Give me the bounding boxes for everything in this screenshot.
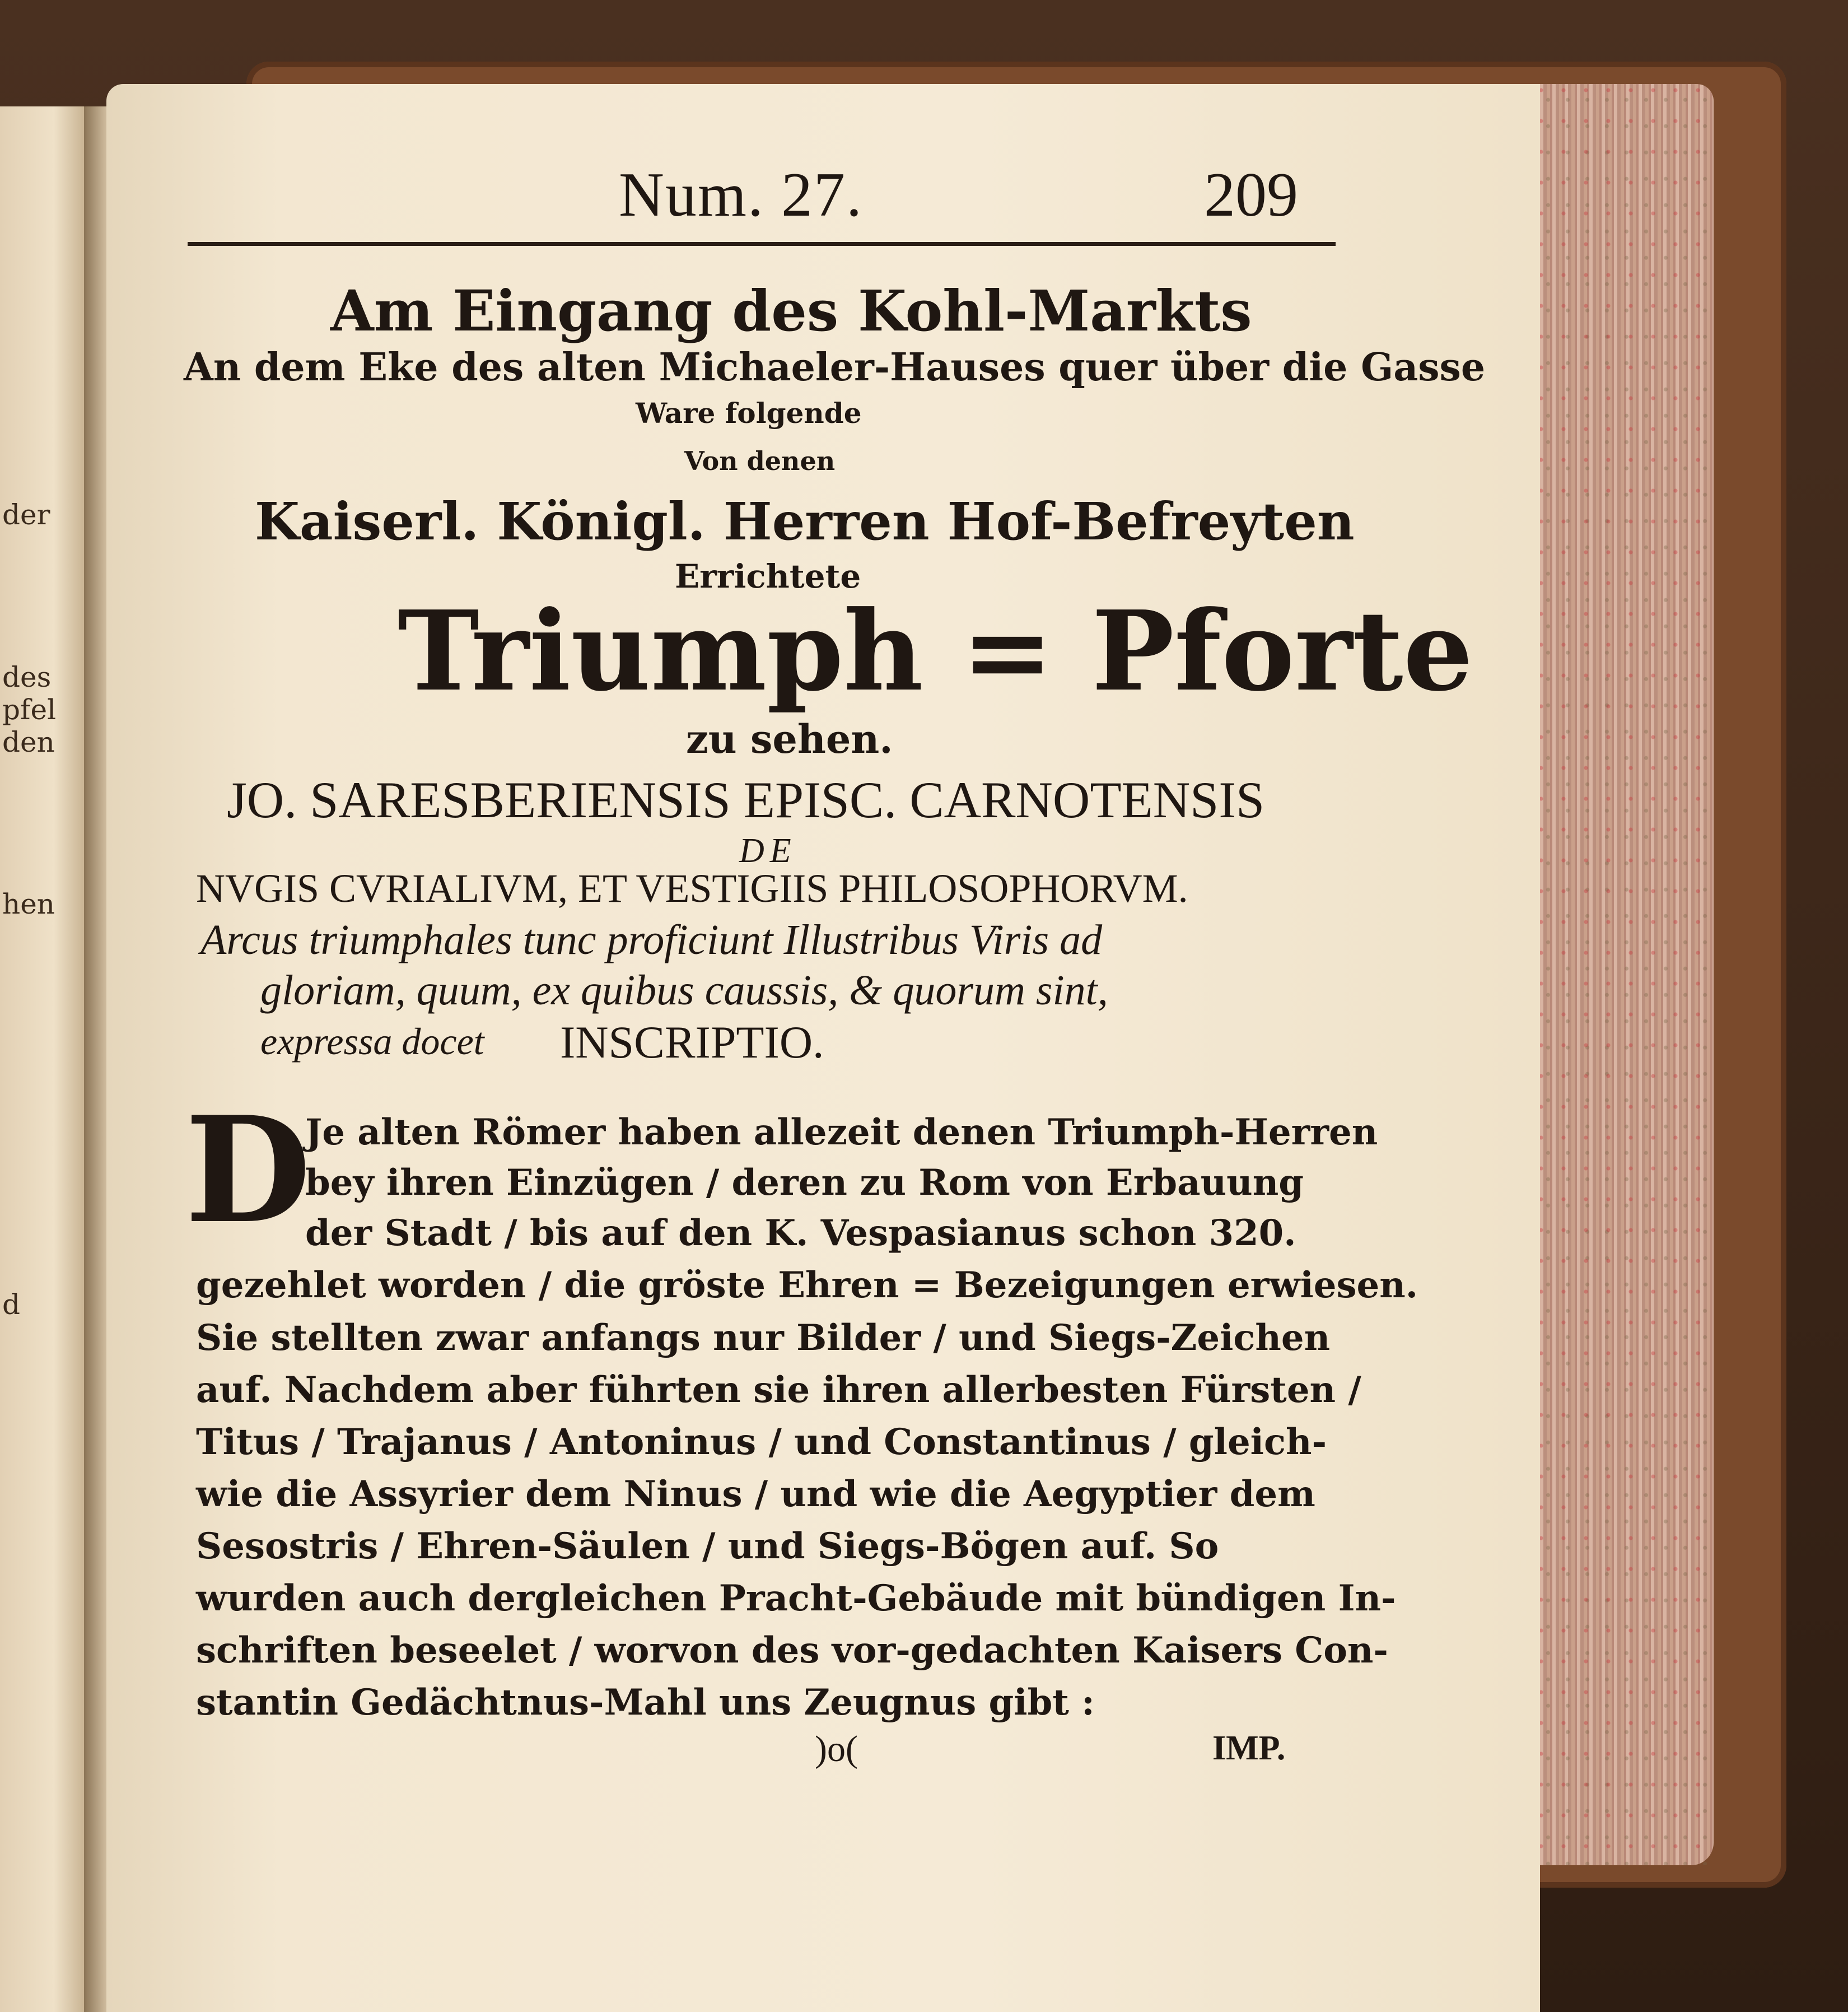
citation-de: DE xyxy=(739,832,797,870)
left-page-fragment: hen xyxy=(2,888,55,920)
page-fore-edge xyxy=(1534,84,1714,1865)
left-page-fragment: d xyxy=(2,1288,21,1321)
body-line: der Stadt / bis auf den K. Vespasianus schon 320. xyxy=(305,1212,1296,1254)
title-main-triumph-pforte: Triumph = Pforte xyxy=(398,587,1473,716)
catchword: IMP. xyxy=(1212,1729,1286,1767)
body-line: wie die Assyrier dem Ninus / und wie die Aegyptier dem xyxy=(196,1473,1315,1515)
motto-inscriptio: INSCRIPTIO. xyxy=(560,1017,824,1068)
citation-author: JO. SARESBERIENSIS EPISC. CARNOTENSIS xyxy=(227,771,1265,828)
title-line-6: Errichtete xyxy=(675,557,861,595)
motto-line-3-italic: expressa docet xyxy=(260,1020,484,1063)
title-line-5: Kaiserl. Königl. Herren Hof-Befreyten xyxy=(255,491,1355,552)
body-line: auf. Nachdem aber führten sie ihren allerbesten Fürsten / xyxy=(196,1369,1361,1411)
title-line-1: Am Eingang des Kohl-Markts xyxy=(330,278,1252,344)
citation-work: NVGIS CVRIALIVM, ET VESTIGIIS PHILOSOPHORVM. xyxy=(196,866,1188,911)
motto-line-2: gloriam, quum, ex quibus caussis, & quorum sint, xyxy=(260,967,1108,1014)
body-line: Sesostris / Ehren-Säulen / und Siegs-Bögen auf. So xyxy=(196,1525,1219,1567)
body-line: wurden auch dergleichen Pracht-Gebäude mit bündigen In- xyxy=(196,1577,1396,1619)
body-line: gezehlet worden / die gröste Ehren = Bezeigungen erwiesen. xyxy=(196,1264,1418,1306)
page-number: 209 xyxy=(1204,160,1298,230)
running-title: Num. 27. xyxy=(619,160,863,230)
body-line: bey ihren Einzügen / deren zu Rom von Erbauung xyxy=(305,1162,1304,1204)
title-line-2: An dem Eke des alten Michaeler-Hauses quer über die Gasse xyxy=(184,345,1486,390)
body-line: schriften beseelet / worvon des vor-gedachten Kaisers Con- xyxy=(196,1629,1388,1671)
body-line: stantin Gedächtnus-Mahl uns Zeugnus gibt : xyxy=(196,1682,1095,1724)
title-line-8: zu sehen. xyxy=(686,716,893,762)
title-line-4: Von denen xyxy=(684,446,836,476)
drop-cap: D xyxy=(185,1085,311,1256)
header-rule xyxy=(188,242,1336,246)
left-page-fragment: der xyxy=(2,499,50,531)
left-page xyxy=(0,106,98,2012)
body-line: Sie stellten zwar anfangs nur Bilder / und Siegs-Zeichen xyxy=(196,1317,1331,1359)
body-line: Titus / Trajanus / Antoninus / und Constantinus / gleich- xyxy=(196,1421,1327,1463)
motto-line-1: Arcus triumphales tunc proficiunt Illustribus Viris ad xyxy=(200,916,1103,963)
left-page-fragment: des xyxy=(2,661,52,693)
signature-mark: )o( xyxy=(815,1729,858,1769)
body-line: Je alten Römer haben allezeit denen Triumph-Herren xyxy=(305,1111,1378,1153)
left-page-fragment: den xyxy=(2,726,55,758)
left-page-fragment: pfel xyxy=(2,693,57,726)
title-line-3: Ware folgende xyxy=(636,397,862,430)
